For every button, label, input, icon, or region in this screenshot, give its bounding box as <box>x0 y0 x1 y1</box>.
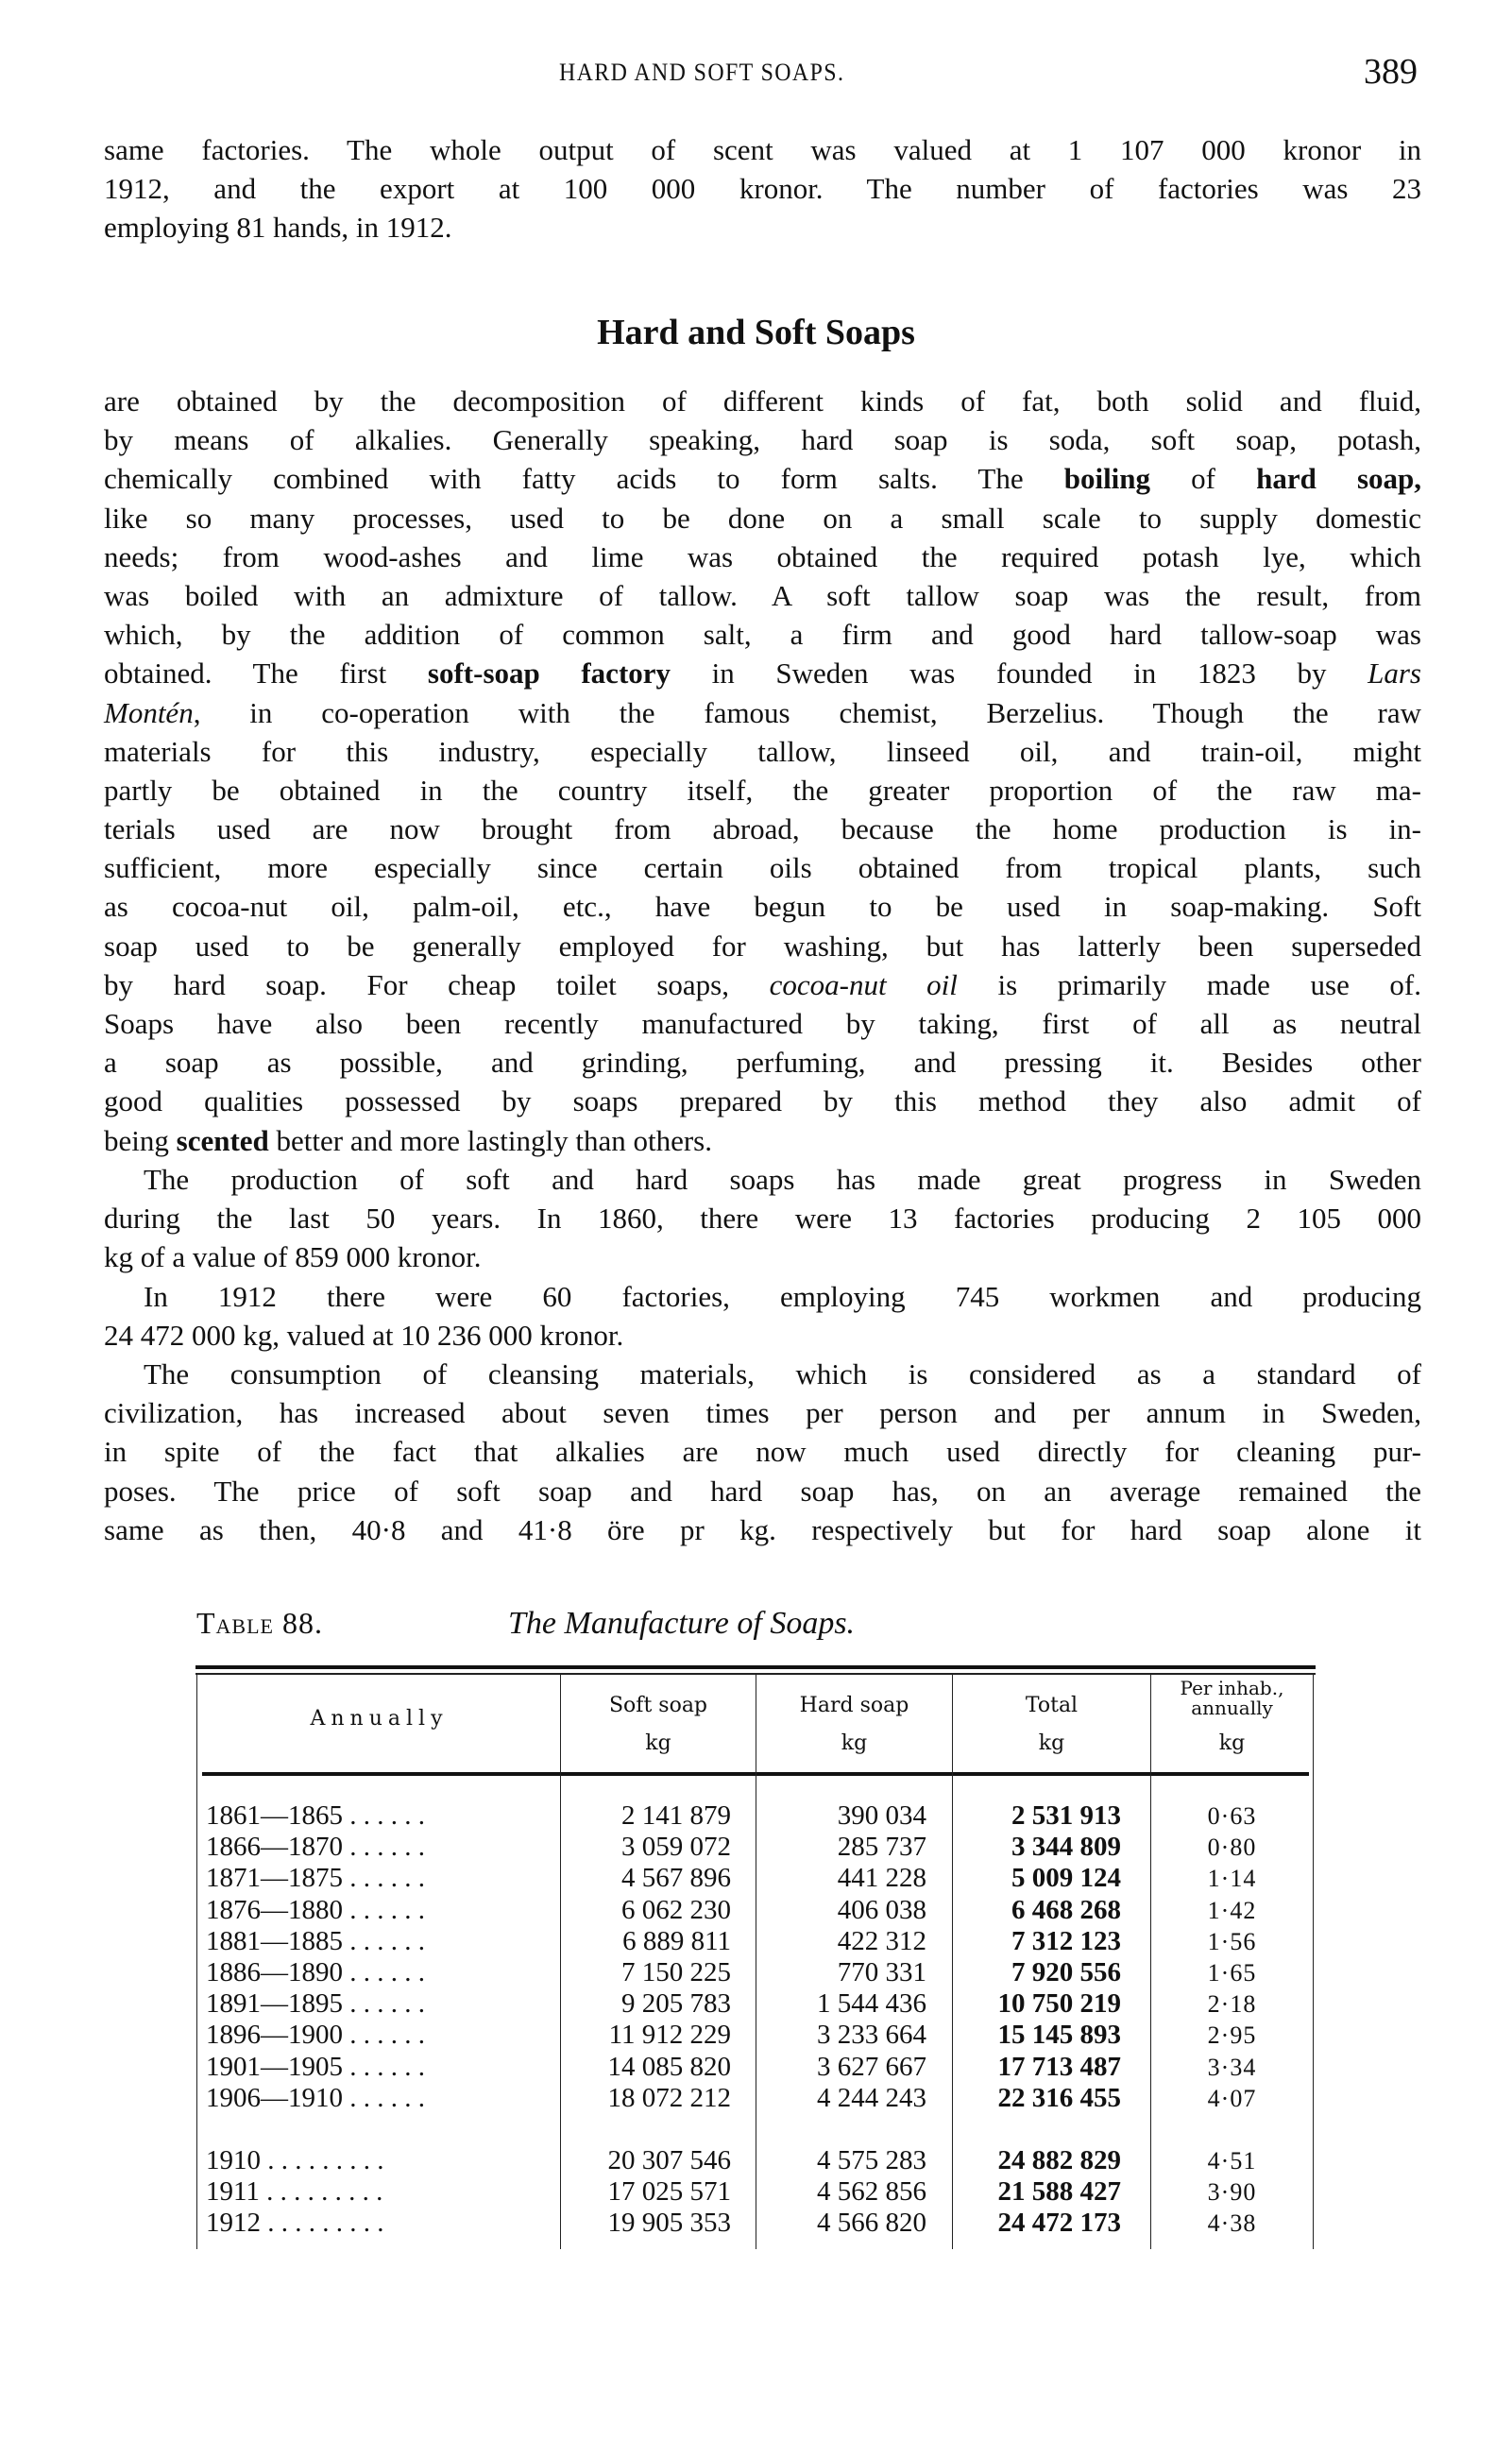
cell-soft-soap: 17 025 571 <box>607 2176 731 2208</box>
text-line <box>104 693 1421 732</box>
text-line <box>104 615 1421 654</box>
running-title: HARD AND SOFT SOAPS. <box>559 59 845 86</box>
bold-term: hard soap, <box>1256 462 1421 496</box>
header-soft-soap-unit: kg <box>645 1731 671 1755</box>
text-line: The consumption of cleansing materials, which is considered as a standard of <box>144 1356 1421 1390</box>
text-line <box>104 771 1421 810</box>
text-run: by means of alkalies. Generally speaking, hard soap is soda, soft soap, potash, <box>104 423 1421 457</box>
text-line <box>104 887 1421 926</box>
text-run: was boiled with an admixture of tallow. A soft tallow soap was the result, from <box>104 578 1421 612</box>
text-line <box>104 654 1421 692</box>
cell-total: 7 920 556 <box>1011 1957 1121 1987</box>
section-body <box>104 382 1421 1160</box>
body-paragraphs <box>104 1160 1421 1549</box>
cell-period: 1861—1865 . . . . . . <box>206 1800 425 1831</box>
cell-per-inhab: 3·34 <box>1207 2053 1257 2081</box>
cell-soft-soap: 11 912 229 <box>608 2020 731 2051</box>
cell-total: 2 531 913 <box>1011 1800 1121 1831</box>
text-run: better and more lastingly than others. <box>268 1123 712 1157</box>
cell-soft-soap: 6 062 230 <box>621 1894 731 1925</box>
cell-per-inhab: 1·14 <box>1207 1865 1257 1893</box>
cell-period: 1906—1910 . . . . . . <box>206 2082 425 2113</box>
text-line: poses. The price of soft soap and hard soap has, on an average remained the <box>104 1474 1421 1508</box>
text-run: by hard soap. For cheap toilet soaps, <box>104 967 770 1001</box>
running-head <box>0 49 1512 96</box>
text-run: , in co-operation with the famous chemist, Berzelius. Though the raw <box>193 695 1421 729</box>
cell-period: 1912 . . . . . . . . . <box>206 2208 384 2239</box>
cell-soft-soap: 4 567 896 <box>621 1863 731 1894</box>
text-run: of <box>1150 462 1257 496</box>
cell-soft-soap: 20 307 546 <box>607 2145 731 2175</box>
cell-total: 24 882 829 <box>997 2145 1121 2175</box>
cell-soft-soap: 9 205 783 <box>621 1988 731 2020</box>
cell-per-inhab: 3·90 <box>1207 2178 1257 2207</box>
cell-total: 10 750 219 <box>997 1988 1121 2020</box>
text-line: 24 472 000 kg, valued at 10 236 000 kronor. <box>104 1318 624 1352</box>
text-run: terials used are now brought from abroad, because the home production is in- <box>104 812 1421 846</box>
bold-term: soft-soap factory <box>427 657 671 691</box>
text-run: soap used to be generally employed for washing, but has latterly been superseded <box>104 929 1421 963</box>
cell-total: 3 344 809 <box>1011 1832 1121 1863</box>
text-line: In 1912 there were 60 factories, employing 745 workmen and producing <box>144 1279 1421 1313</box>
text-line <box>104 965 1421 1004</box>
text-line <box>104 848 1421 887</box>
cell-per-inhab: 4·38 <box>1207 2209 1257 2238</box>
italic-term: Lars <box>1368 657 1421 691</box>
text-run: obtained. The first <box>104 657 428 691</box>
cell-period: 1881—1885 . . . . . . <box>206 1925 425 1956</box>
text-run: are obtained by the decomposition of different kinds of fat, both solid and fluid, <box>104 384 1421 418</box>
cell-per-inhab: 1·42 <box>1207 1896 1257 1924</box>
text-run: which, by the addition of common salt, a firm and good hard tallow-soap was <box>104 618 1421 652</box>
text-line <box>104 499 1421 537</box>
text-line <box>104 1043 1421 1082</box>
table-title: The Manufacture of Soaps. <box>508 1606 856 1641</box>
cell-soft-soap: 18 072 212 <box>607 2082 731 2113</box>
cell-hard-soap: 4 566 820 <box>817 2208 926 2239</box>
text-run: partly be obtained in the country itself, the greater proportion of the raw ma- <box>104 773 1421 807</box>
text-line <box>104 1121 1421 1160</box>
cell-period: 1886—1890 . . . . . . <box>206 1957 425 1987</box>
cell-total: 24 472 173 <box>997 2208 1121 2239</box>
cell-period: 1876—1880 . . . . . . <box>206 1894 425 1925</box>
table-top-rule <box>195 1665 1316 1669</box>
cell-period: 1891—1895 . . . . . . <box>206 1988 425 2020</box>
intro-paragraph <box>104 130 1421 247</box>
cell-hard-soap: 3 233 664 <box>817 2020 926 2051</box>
cell-hard-soap: 4 562 856 <box>817 2176 926 2208</box>
cell-hard-soap: 1 544 436 <box>817 1988 926 2020</box>
header-hard-soap: Hard soap <box>799 1694 909 1717</box>
table-left-border <box>196 1675 197 2249</box>
text-line <box>104 537 1421 576</box>
cell-total: 22 316 455 <box>997 2082 1121 2113</box>
table-label: Table 88. <box>196 1606 323 1640</box>
header-soft-soap: Soft soap <box>608 1694 708 1717</box>
cell-total: 21 588 427 <box>997 2176 1121 2208</box>
text-line: same factories. The whole output of scent was valued at 1 107 000 kronor in <box>104 133 1421 166</box>
text-line <box>104 382 1421 420</box>
text-run: chemically combined with fatty acids to form salts. The <box>104 462 1064 496</box>
cell-soft-soap: 6 889 811 <box>622 1925 731 1956</box>
text-line: The production of soft and hard soaps has made great progress in Sweden <box>144 1163 1421 1196</box>
header-annually: Annually <box>310 1707 449 1731</box>
text-run: a soap as possible, and grinding, perfuming, and pressing it. Besides other <box>104 1046 1421 1080</box>
text-run: Soaps have also been recently manufactured by taking, first of all as neutral <box>104 1007 1421 1040</box>
cell-period: 1901—1905 . . . . . . <box>206 2051 425 2082</box>
cell-soft-soap: 3 059 072 <box>621 1832 731 1863</box>
text-line: same as then, 40·8 and 41·8 öre pr kg. respectively but for hard soap alone it <box>104 1512 1421 1546</box>
header-per-inhab-unit: kg <box>1218 1731 1246 1755</box>
cell-period: 1896—1900 . . . . . . <box>206 2020 425 2051</box>
table-right-border <box>1313 1675 1314 2249</box>
cell-per-inhab: 1·65 <box>1207 1959 1257 1987</box>
cell-total: 15 145 893 <box>997 2020 1121 2051</box>
cell-hard-soap: 390 034 <box>837 1800 926 1831</box>
cell-hard-soap: 3 627 667 <box>817 2051 926 2082</box>
cell-per-inhab: 4·07 <box>1207 2084 1257 2112</box>
text-run: being <box>104 1123 177 1157</box>
cell-period: 1910 . . . . . . . . . <box>206 2145 384 2175</box>
text-line <box>104 927 1421 965</box>
text-run: sufficient, more especially since certain oils obtained from tropical plants, such <box>104 851 1421 885</box>
text-run: in Sweden was founded in 1823 by <box>671 657 1368 691</box>
cell-total: 6 468 268 <box>1011 1894 1121 1925</box>
text-run: as cocoa-nut oil, palm-oil, etc., have begun to be used in soap-making. Soft <box>104 890 1421 924</box>
cell-total: 17 713 487 <box>997 2051 1121 2082</box>
header-per-inhab-2: annually <box>1191 1697 1273 1719</box>
section-heading: Hard and Soft Soaps <box>597 313 915 352</box>
text-line: kg of a value of 859 000 kronor. <box>104 1240 482 1274</box>
table-caption <box>196 1606 1330 1653</box>
text-run: like so many processes, used to be done on a small scale to supply domestic <box>104 501 1421 535</box>
bold-term: scented <box>176 1123 269 1157</box>
text-line <box>104 1004 1421 1043</box>
cell-total: 5 009 124 <box>1011 1863 1121 1894</box>
text-line <box>104 420 1421 459</box>
cell-hard-soap: 770 331 <box>837 1957 926 1987</box>
cell-period: 1866—1870 . . . . . . <box>206 1832 425 1863</box>
cell-per-inhab: 2·18 <box>1207 1990 1257 2019</box>
text-line: civilization, has increased about seven times per person and per annum in Sweden, <box>104 1396 1421 1430</box>
cell-per-inhab: 0·80 <box>1207 1833 1257 1862</box>
bold-term: boiling <box>1063 462 1151 496</box>
text-line <box>104 1082 1421 1120</box>
cell-soft-soap: 14 085 820 <box>607 2051 731 2082</box>
cell-hard-soap: 422 312 <box>837 1925 926 1956</box>
cell-period: 1871—1875 . . . . . . <box>206 1863 425 1894</box>
header-total-unit: kg <box>1038 1731 1065 1755</box>
text-line <box>104 810 1421 848</box>
header-hard-soap-unit: kg <box>841 1731 868 1755</box>
text-run: needs; from wood-ashes and lime was obtained the required potash lye, which <box>104 539 1421 573</box>
cell-soft-soap: 2 141 879 <box>621 1800 731 1831</box>
cell-per-inhab: 0·63 <box>1207 1802 1257 1830</box>
cell-total: 7 312 123 <box>1011 1925 1121 1956</box>
text-line <box>104 459 1421 498</box>
header-total: Total <box>1025 1694 1079 1717</box>
text-run: materials for this industry, especially tallow, linseed oil, and train-oil, might <box>104 734 1421 768</box>
text-line <box>104 732 1421 771</box>
text-line <box>104 576 1421 615</box>
header-per-inhab: Per inhab., <box>1180 1677 1284 1699</box>
italic-term: cocoa-nut oil <box>769 967 958 1001</box>
italic-term: Montén <box>104 695 194 729</box>
text-run: is primarily made use of. <box>957 967 1422 1001</box>
text-line: employing 81 hands, in 1912. <box>104 211 452 245</box>
cell-per-inhab: 2·95 <box>1207 2021 1257 2050</box>
cell-period: 1911 . . . . . . . . . <box>206 2176 383 2208</box>
cell-hard-soap: 4 575 283 <box>817 2145 926 2175</box>
cell-hard-soap: 406 038 <box>837 1894 926 1925</box>
cell-hard-soap: 285 737 <box>837 1832 926 1863</box>
page-number: 389 <box>1364 52 1418 92</box>
text-line: 1912, and the export at 100 000 kronor. The number of factories was 23 <box>104 172 1421 206</box>
text-line: in spite of the fact that alkalies are now much used directly for cleaning pur- <box>104 1435 1421 1469</box>
cell-hard-soap: 441 228 <box>837 1863 926 1894</box>
text-run: good qualities possessed by soaps prepared by this method they also admit of <box>104 1084 1421 1118</box>
cell-hard-soap: 4 244 243 <box>817 2082 926 2113</box>
cell-per-inhab: 4·51 <box>1207 2147 1257 2175</box>
text-line: during the last 50 years. In 1860, there were 13 factories producing 2 105 000 <box>104 1202 1421 1236</box>
cell-soft-soap: 19 905 353 <box>607 2208 731 2239</box>
cell-soft-soap: 7 150 225 <box>621 1957 731 1987</box>
cell-per-inhab: 1·56 <box>1207 1927 1257 1955</box>
